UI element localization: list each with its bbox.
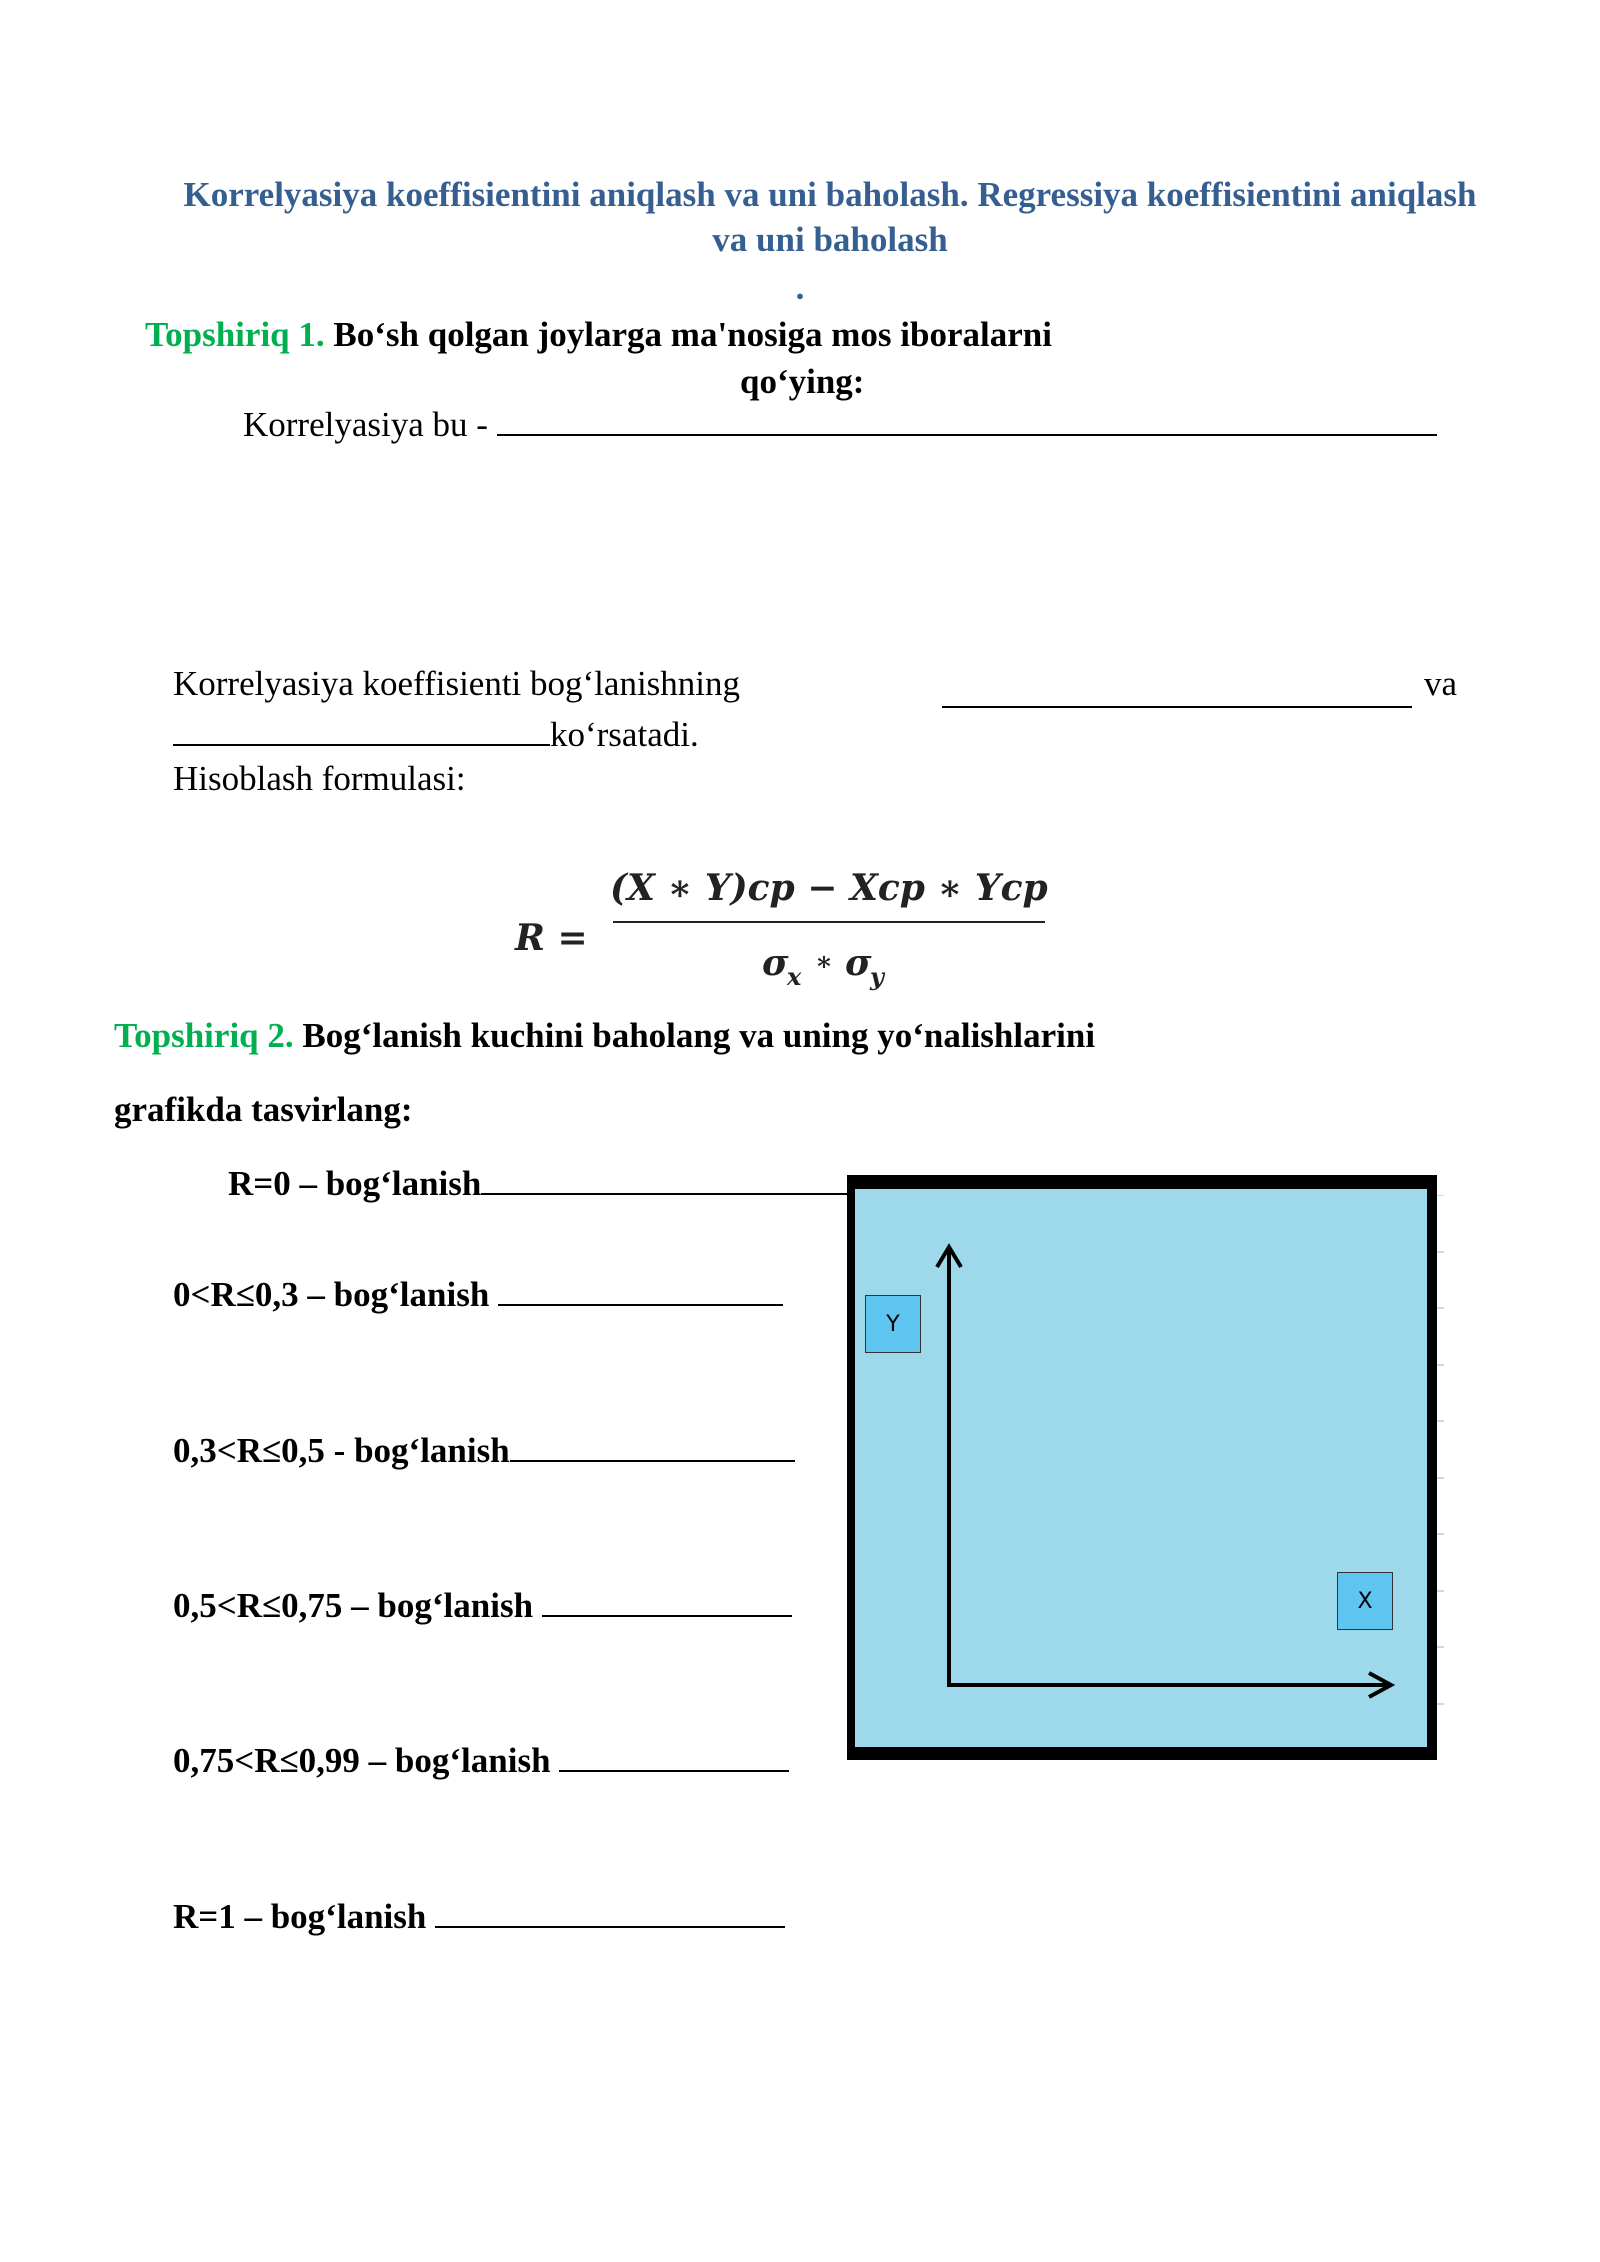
title-line-2: va uni baholash — [712, 220, 948, 259]
coef-blank-2[interactable] — [173, 714, 550, 746]
definition-blank[interactable] — [497, 404, 1437, 436]
task2-heading — [114, 1014, 1095, 1058]
graph-area[interactable] — [847, 1175, 1437, 1760]
formula-sigma-y: σ — [845, 942, 872, 984]
correlation-formula — [510, 855, 1050, 995]
strength-item-3 — [173, 1584, 792, 1628]
strength-item-text: R=0 – bog‘lanish — [228, 1164, 482, 1203]
task1-heading — [145, 313, 1052, 357]
y-axis-label: Y — [865, 1295, 921, 1353]
task2-instruction-line2: grafikda tasvirlang: — [114, 1090, 413, 1129]
task2-label: Topshiriq 2. — [114, 1016, 294, 1055]
strength-blank[interactable] — [481, 1163, 856, 1195]
task1-instruction-line2: qo‘ying: — [740, 362, 865, 401]
strength-item-text: 0,75<R≤0,99 – bog‘lanish — [173, 1741, 551, 1780]
definition-text: Korrelyasiya bu - — [243, 405, 488, 444]
coef-text-va: va — [1424, 664, 1458, 703]
title-dot: . — [795, 268, 805, 307]
formula-caption: Hisoblash formulasi: — [173, 759, 466, 798]
formula-sigma-x: σ — [762, 942, 789, 984]
task2-instruction-line1: Bog‘lanish kuchini baholang va uning yo‘nalishlarini — [302, 1016, 1096, 1055]
formula-star: ∗ — [815, 947, 833, 977]
task1-instruction-line1: Bo‘sh qolgan joylarga ma'nosiga mos iboralarni — [333, 315, 1052, 354]
formula-sub-y: y — [870, 962, 884, 991]
strength-blank[interactable] — [510, 1430, 795, 1462]
strength-item-0 — [228, 1162, 856, 1206]
strength-item-5 — [173, 1895, 785, 1939]
page-title — [120, 172, 1540, 262]
strength-item-text: 0<R≤0,3 – bog‘lanish — [173, 1275, 490, 1314]
task1-label: Topshiriq 1. — [145, 315, 325, 354]
coef-blank-1[interactable] — [942, 676, 1412, 708]
formula-numerator: (X ∗ Y)cp − Xcp ∗ Ycp — [610, 867, 1048, 909]
strength-item-1 — [173, 1273, 783, 1317]
coef-text-start: Korrelyasiya koeffisienti bog‘lanishning — [173, 664, 741, 703]
coef-text-end: ko‘rsatadi. — [550, 715, 699, 754]
strength-item-text: R=1 – bog‘lanish — [173, 1897, 427, 1936]
axes-drawing — [855, 1189, 1427, 1747]
strength-blank[interactable] — [435, 1896, 785, 1928]
title-line-1: Korrelyasiya koeffisientini aniqlash va uni baholash. Regressiya koeffisientini aniqlash — [183, 175, 1477, 214]
strength-item-4 — [173, 1739, 789, 1783]
definition-row — [243, 403, 1437, 447]
strength-item-text: 0,5<R≤0,75 – bog‘lanish — [173, 1586, 534, 1625]
strength-blank[interactable] — [498, 1274, 783, 1306]
strength-item-2 — [173, 1429, 795, 1473]
strength-blank[interactable] — [559, 1740, 789, 1772]
formula-lhs: R = — [515, 917, 588, 959]
strength-item-text: 0,3<R≤0,5 - bog‘lanish — [173, 1431, 510, 1470]
formula-sub-x: x — [787, 962, 802, 991]
x-axis-label: X — [1337, 1572, 1393, 1630]
graph-edge-ticks — [1437, 1195, 1445, 1715]
coef-row-2 — [173, 713, 699, 757]
strength-blank[interactable] — [542, 1585, 792, 1617]
